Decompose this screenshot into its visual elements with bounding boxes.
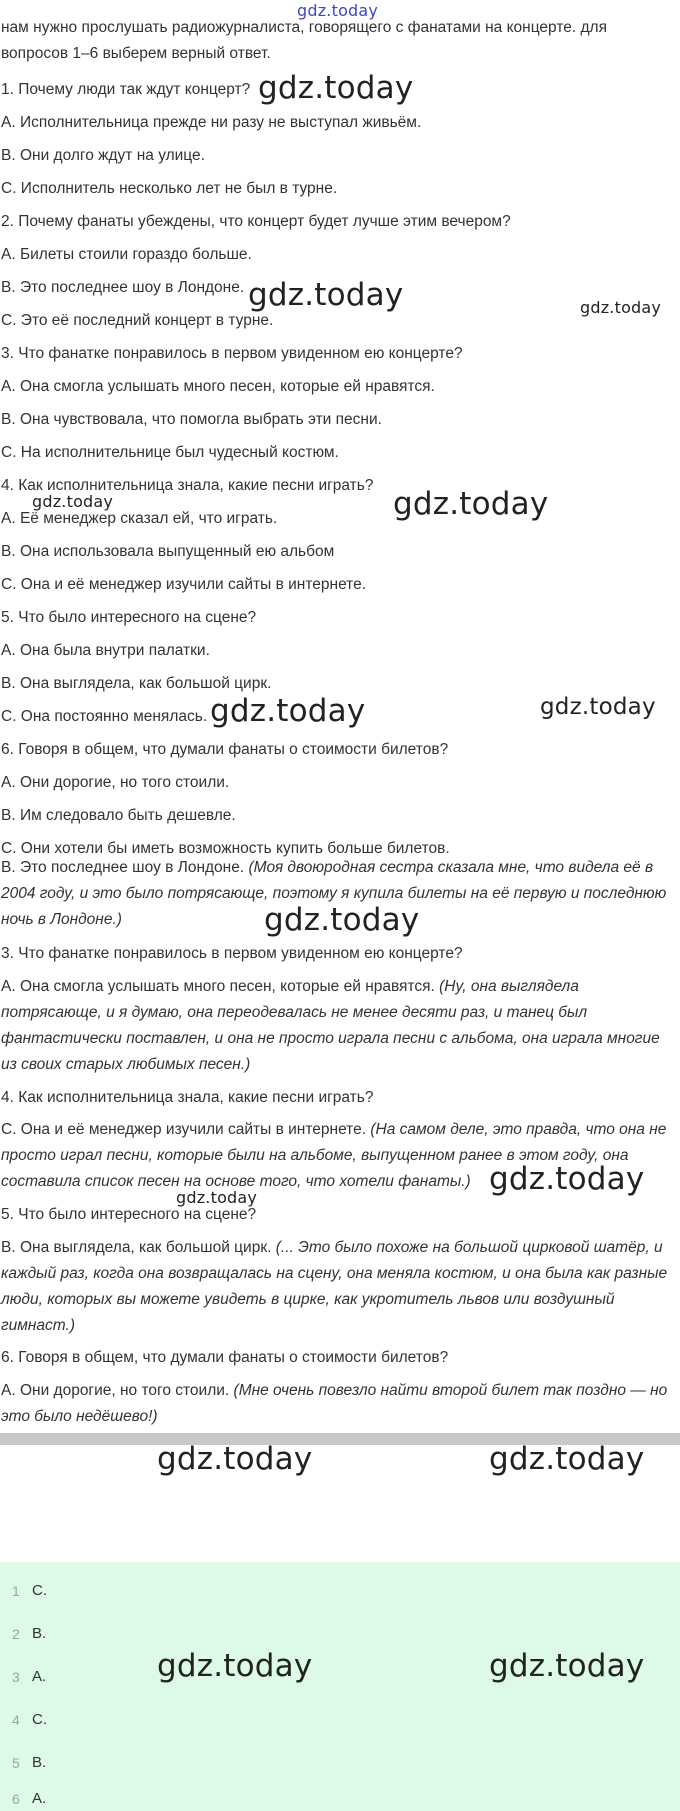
watermark: gdz.today <box>540 694 656 720</box>
watermark: gdz.today <box>248 277 404 313</box>
option-4b: B. Она использовала выпущенный ею альбом <box>1 543 335 560</box>
answer-number: 4 <box>12 1712 20 1728</box>
option-1c: C. Исполнитель несколько лет не был в турне. <box>1 180 338 197</box>
option-2c: C. Это её последний концерт в турне. <box>1 312 274 329</box>
answer-number: 2 <box>12 1626 20 1642</box>
option-5a: A. Она была внутри палатки. <box>1 642 210 659</box>
answer-number: 6 <box>12 1791 20 1807</box>
intro-text: нам нужно прослушать радиожурналиста, говорящего с фанатами на концерте. для вопросов 1–6 выберем верный ответ. <box>1 19 607 62</box>
answer-value: C. <box>32 1711 47 1728</box>
option-2b: B. Это последнее шоу в Лондоне. <box>1 279 245 296</box>
explanation-2-answer: B. Это последнее шоу в Лондоне. <box>1 859 245 876</box>
watermark: gdz.today <box>258 70 414 106</box>
explanation-6-question: 6. Говоря в общем, что думали фанаты о стоимости билетов? <box>1 1349 449 1366</box>
explanation-3 <box>1 974 677 1078</box>
watermark-top: gdz.today <box>297 1 379 20</box>
explanation-5 <box>1 1235 677 1339</box>
answer-value: A. <box>32 1668 47 1685</box>
explanation-2-note: (Моя двоюродная сестра сказала мне, что видела её в 2004 году, и это было потрясающе, поэтому я купила билеты на её первую и последнюю ночь в Лондоне.) <box>1 859 667 928</box>
answer-row <box>0 1751 400 1775</box>
explanation-6-answer: A. Они дорогие, но того стоили. <box>1 1382 230 1399</box>
explanation-5-note: (... Это было похоже на большой цирковой шатёр, и каждый раз, когда она возвращалась на сцену, она меняла костюм, и она была как разные люди, которых вы можете увидеть в цирке, как укротитель львов или воздушный гимнаст.) <box>1 1239 668 1334</box>
explanation-6-note: (Мне очень повезло найти второй билет так поздно — но это было недёшево!) <box>1 1382 668 1425</box>
option-3c: C. На исполнительнице был чудесный костюм. <box>1 444 339 461</box>
option-3b: B. Она чувствовала, что помогла выбрать эти песни. <box>1 411 382 428</box>
watermark: gdz.today <box>580 298 662 317</box>
explanation-3-question: 3. Что фанатке понравилось в первом увиденном ею концерте? <box>1 945 463 962</box>
option-5c: C. Она постоянно менялась. <box>1 708 208 725</box>
watermark: gdz.today <box>210 693 366 729</box>
question-4: 4. Как исполнительница знала, какие песни играть? <box>1 477 374 494</box>
explanation-3-answer: A. Она смогла услышать много песен, которые ей нравятся. <box>1 978 435 995</box>
option-2a: A. Билеты стоили гораздо больше. <box>1 246 252 263</box>
question-5: 5. Что было интересного на сцене? <box>1 609 257 626</box>
watermark: gdz.today <box>489 1648 645 1684</box>
watermark: gdz.today <box>176 1188 258 1207</box>
explanation-3-note: (Ну, она выглядела потрясающе, и я думаю, она переодевалась не менее десяти раз, и танец был фантастически поставлен, и она не просто играла песни с альбома, она играла многие из своих старых любимых песен.) <box>1 978 660 1073</box>
watermark: gdz.today <box>157 1441 313 1477</box>
option-6c: C. Они хотели бы иметь возможность купить больше билетов. <box>1 840 450 857</box>
question-1: 1. Почему люди так ждут концерт? <box>1 81 251 98</box>
watermark: gdz.today <box>489 1161 645 1197</box>
answer-row <box>0 1787 400 1811</box>
explanation-5-question: 5. Что было интересного на сцене? <box>1 1206 257 1223</box>
watermark: gdz.today <box>264 902 420 938</box>
option-4a: A. Её менеджер сказал ей, что играть. <box>1 510 278 527</box>
question-6: 6. Говоря в общем, что думали фанаты о стоимости билетов? <box>1 741 449 758</box>
watermark: gdz.today <box>393 486 549 522</box>
question-2: 2. Почему фанаты убеждены, что концерт будет лучше этим вечером? <box>1 213 511 230</box>
explanation-4-answer: C. Она и её менеджер изучили сайты в интернете. <box>1 1121 367 1138</box>
option-5b: B. Она выглядела, как большой цирк. <box>1 675 272 692</box>
explanation-4-note: (На самом деле, это правда, что она не просто играл песни, которые были на альбоме, выпущенном ранее в этом году, она составила список песен на основе того, что хотели фанаты.) <box>1 1121 667 1190</box>
option-6b: B. Им следовало быть дешевле. <box>1 807 236 824</box>
option-6a: A. Они дорогие, но того стоили. <box>1 774 230 791</box>
answer-value: B. <box>32 1754 47 1771</box>
answer-row <box>0 1622 400 1646</box>
option-1b: B. Они долго ждут на улице. <box>1 147 205 164</box>
answer-number: 5 <box>12 1755 20 1771</box>
answer-value: A. <box>32 1790 47 1807</box>
watermark: gdz.today <box>157 1648 313 1684</box>
explanation-4-question: 4. Как исполнительница знала, какие песни играть? <box>1 1089 374 1106</box>
answer-row <box>0 1708 400 1732</box>
answer-value: B. <box>32 1625 47 1642</box>
explanation-6 <box>1 1378 677 1430</box>
watermark: gdz.today <box>32 492 114 511</box>
watermark: gdz.today <box>489 1441 645 1477</box>
explanation-5-answer: B. Она выглядела, как большой цирк. <box>1 1239 272 1256</box>
answer-number: 3 <box>12 1669 20 1685</box>
answer-value: C. <box>32 1582 47 1599</box>
answers-panel <box>0 1562 680 1811</box>
option-1a: A. Исполнительница прежде ни разу не выступал живьём. <box>1 114 422 131</box>
question-3: 3. Что фанатке понравилось в первом увиденном ею концерте? <box>1 345 463 362</box>
answer-number: 1 <box>12 1583 20 1599</box>
option-4c: C. Она и её менеджер изучили сайты в интернете. <box>1 576 367 593</box>
option-3a: A. Она смогла услышать много песен, которые ей нравятся. <box>1 378 435 395</box>
answer-row <box>0 1579 400 1603</box>
